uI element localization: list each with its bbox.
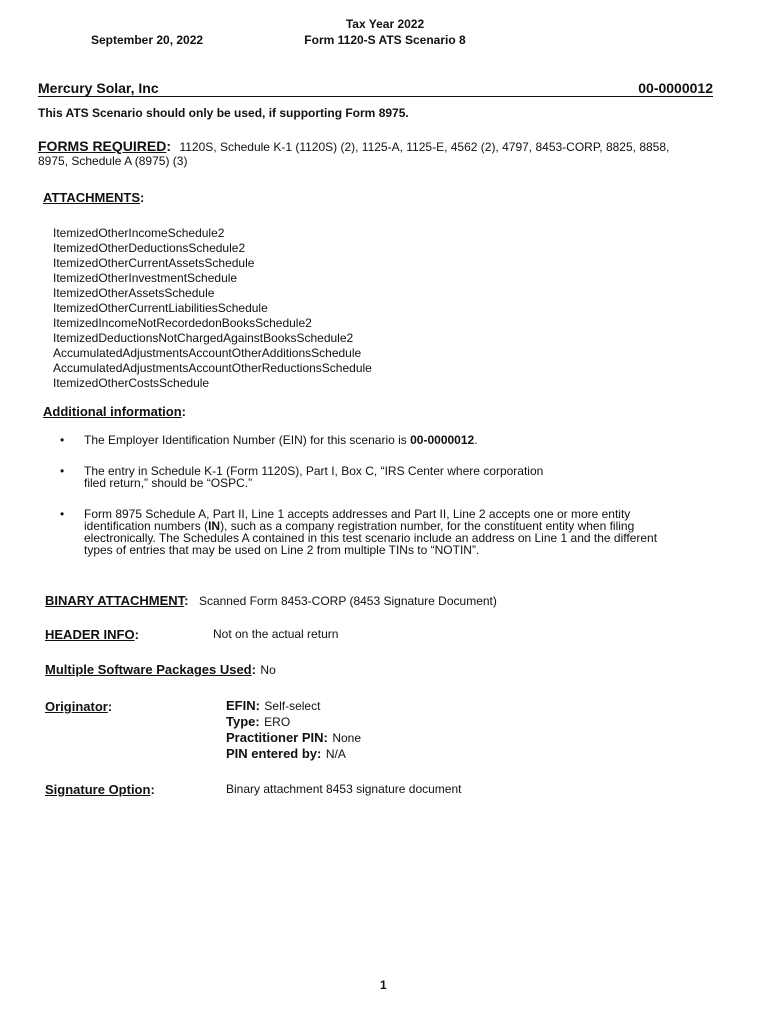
scenario-notice: This ATS Scenario should only be used, if supporting Form 8975. <box>38 106 409 120</box>
signature-option: Signature Option: <box>45 782 155 797</box>
attachments-label: ATTACHMENTS <box>43 190 141 205</box>
software-packages-value: No <box>260 663 276 677</box>
bullet-icon: • <box>60 507 65 521</box>
header-info-value: Not on the actual return <box>213 627 339 641</box>
forms-required: FORMS REQUIRED: 1120S, Schedule K-1 (1120S) (2), 1125-A, 1125-E, 4562 (2), 4797, 8453-CORP, 8825, 8858, <box>38 138 670 154</box>
originator-label: Originator <box>45 699 108 714</box>
list-item: AccumulatedAdjustmentsAccountOtherAdditionsSchedule <box>53 346 362 360</box>
additional-info-label: Additional information <box>43 404 182 419</box>
practitioner-pin-label: Practitioner PIN: <box>226 730 328 745</box>
additional-info-heading: Additional information: <box>43 404 186 419</box>
type-label: Type: <box>226 714 260 729</box>
list-item: ItemizedOtherCostsSchedule <box>53 376 210 390</box>
type-value: ERO <box>264 715 291 729</box>
bullet-icon: • <box>60 464 65 478</box>
list-item: • The entry in Schedule K-1 (Form 1120S), Part I, Box C, “IRS Center where corporation filed return,” should be “OSPC.” <box>60 464 544 490</box>
page-number: 1 <box>380 978 387 992</box>
list-item: ItemizedOtherCurrentLiabilitiesSchedule <box>53 301 268 315</box>
company-name: Mercury Solar, Inc <box>38 80 159 96</box>
binary-attachment-label: BINARY ATTACHMENT <box>45 593 185 608</box>
list-item: ItemizedDeductionsNotChargedAgainstBooksSchedule2 <box>53 331 354 345</box>
forms-required-line1: 1120S, Schedule K-1 (1120S) (2), 1125-A, 1125-E, 4562 (2), 4797, 8453-CORP, 8825, 8858, <box>179 140 670 154</box>
list-item: ItemizedOtherCurrentAssetsSchedule <box>53 256 255 270</box>
list-item: ItemizedIncomeNotRecordedonBooksSchedule2 <box>53 316 312 330</box>
header-info: HEADER INFO: <box>45 627 139 642</box>
forms-required-label: FORMS REQUIRED <box>38 138 167 154</box>
attachments-heading: ATTACHMENTS: <box>43 190 145 205</box>
tax-year: Tax Year 2022 <box>345 17 425 31</box>
pin-entered-label: PIN entered by: <box>226 746 322 761</box>
software-packages: Multiple Software Packages Used: No <box>45 662 276 677</box>
practitioner-pin-value: None <box>332 731 361 745</box>
document-date: September 20, 2022 <box>91 33 204 47</box>
binary-attachment: BINARY ATTACHMENT: Scanned Form 8453-CORP (8453 Signature Document) <box>45 593 497 608</box>
list-item: • The Employer Identification Number (EIN) for this scenario is 00-0000012. <box>60 433 478 447</box>
efin-value: Self-select <box>264 699 321 713</box>
originator-details <box>226 698 361 762</box>
list-item: ItemizedOtherInvestmentSchedule <box>53 271 238 285</box>
company-ein: 00-0000012 <box>638 80 713 96</box>
pin-entered-value: N/A <box>325 747 346 761</box>
software-packages-label: Multiple Software Packages Used <box>45 662 252 677</box>
list-item: ItemizedOtherIncomeSchedule2 <box>53 226 225 240</box>
bullet-icon: • <box>60 433 65 447</box>
efin-label: EFIN: <box>226 698 260 713</box>
list-item: AccumulatedAdjustmentsAccountOtherReductionsSchedule <box>53 361 372 375</box>
signature-option-value: Binary attachment 8453 signature document <box>226 782 462 796</box>
list-item: • Form 8975 Schedule A, Part II, Line 1 accepts addresses and Part II, Line 2 accepts one or more entity identification numbers (IN), such as a company registration number, for the constituent entity when filing electronically. The Schedules A contained in this test scenario include an address on Line 1 and the different types of entries that may be used on Line 2 from multiple TINs to “NOTIN”. <box>60 507 658 557</box>
header-info-label: HEADER INFO <box>45 627 135 642</box>
bullet-ein: 00-0000012 <box>410 433 475 447</box>
signature-option-label: Signature Option <box>45 782 151 797</box>
additional-info-list <box>60 434 700 556</box>
list-item: ItemizedOtherDeductionsSchedule2 <box>53 241 246 255</box>
list-item: ItemizedOtherAssetsSchedule <box>53 286 215 300</box>
company-line <box>38 80 713 97</box>
form-scenario: Form 1120-S ATS Scenario 8 <box>304 33 466 47</box>
binary-attachment-value: Scanned Form 8453-CORP (8453 Signature Document) <box>198 594 497 608</box>
forms-required-line2: 8975, Schedule A (8975) (3) <box>38 154 188 168</box>
attachments-list <box>53 226 372 391</box>
originator: Originator: <box>45 699 113 714</box>
